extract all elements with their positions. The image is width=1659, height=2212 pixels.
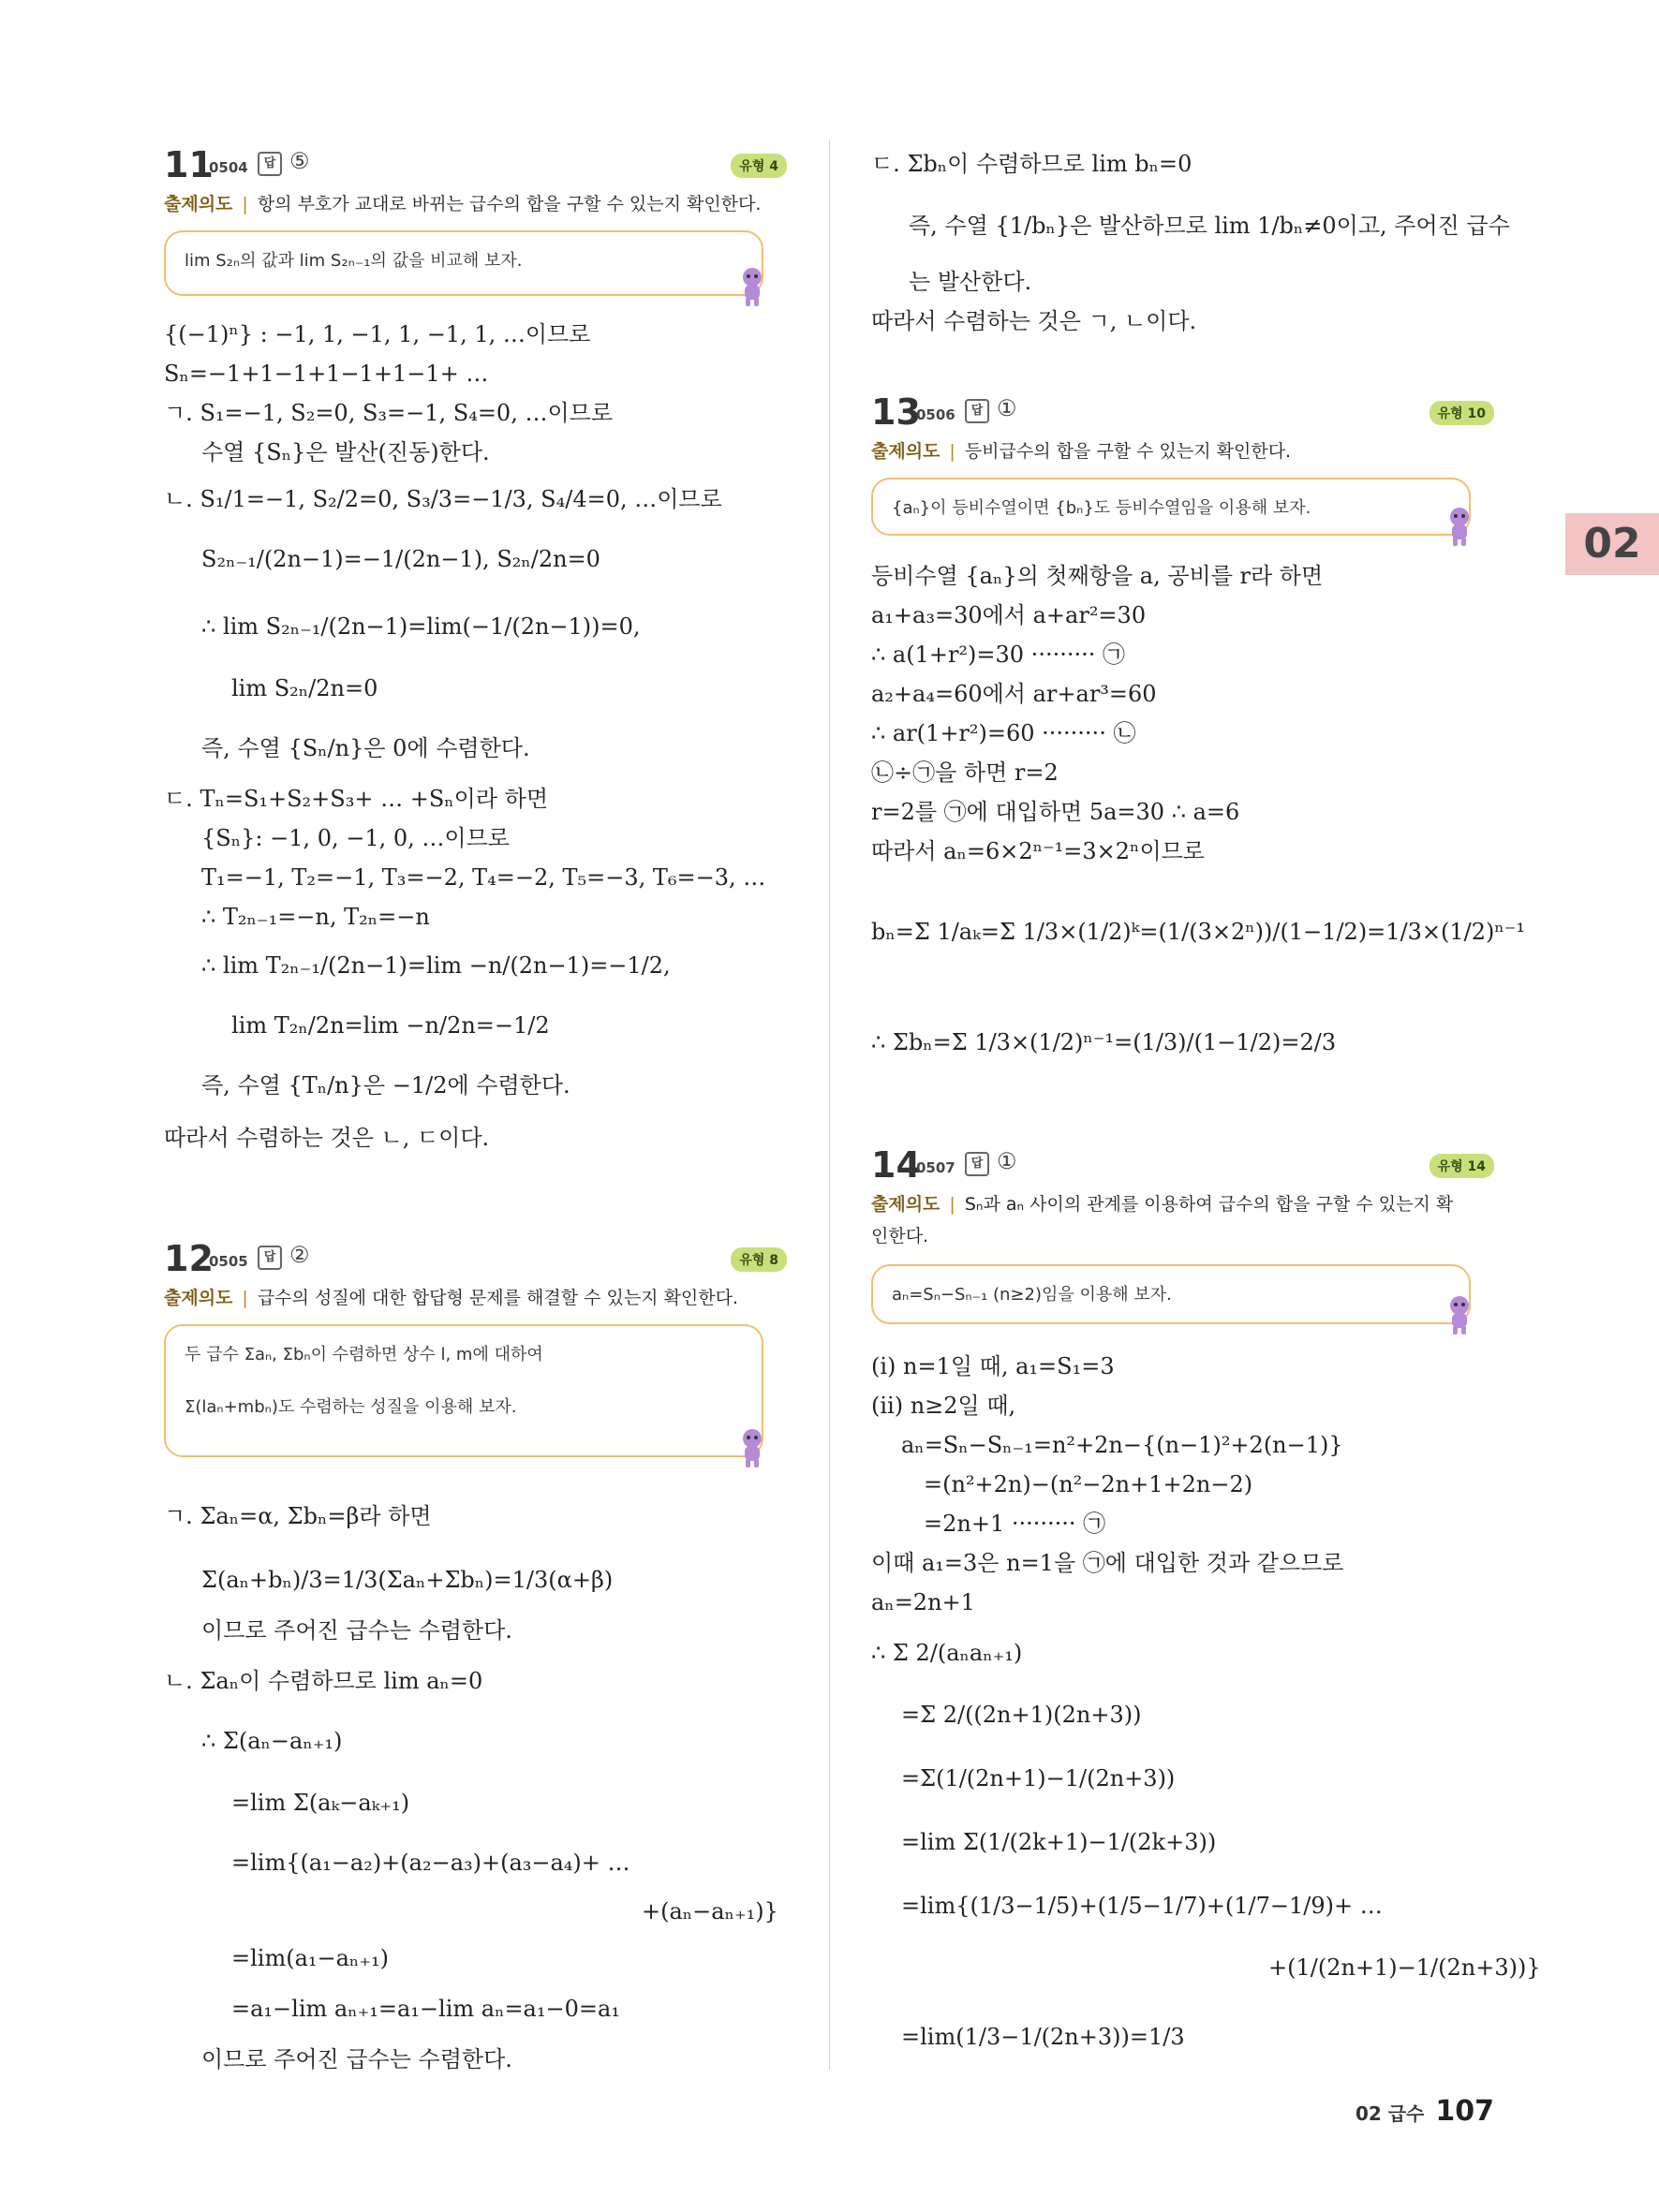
solution-line: +(aₙ−aₙ₊₁)} — [642, 1898, 778, 1924]
type-badge: 유형 4 — [731, 154, 787, 178]
solution-line: =a₁−lim aₙ₊₁=a₁−lim aₙ=a₁−0=a₁ — [231, 1996, 620, 2022]
problem-intent: 출제의도 | 항의 부호가 교대로 바뀌는 급수의 합을 구할 수 있는지 확인한다. — [164, 194, 762, 214]
solution-line: ∴ T₂ₙ₋₁=−n, T₂ₙ=−n — [201, 904, 430, 930]
solution-line: a₂+a₄=60에서 ar+ar³=60 — [871, 681, 1157, 707]
solution-line: 즉, 수열 {Tₙ/n}은 −1/2에 수렴한다. — [201, 1072, 570, 1099]
problem-number: 12 — [164, 1238, 214, 1279]
solution-line: 따라서 aₙ=6×2ⁿ⁻¹=3×2ⁿ이므로 — [871, 838, 1205, 864]
solution-line: ∴ lim S₂ₙ₋₁/(2n−1)=lim(−1/(2n−1))=0, — [201, 613, 641, 640]
problem-intent-continued: 인한다. — [871, 1226, 929, 1246]
problem-code: 0504 — [209, 159, 248, 176]
problem-intent: 출제의도 | 등비급수의 합을 구할 수 있는지 확인한다. — [871, 441, 1292, 462]
mascot-icon — [735, 1427, 769, 1468]
solution-line: (ⅱ) n≥2일 때, — [871, 1393, 1016, 1419]
answer-label: 답 — [258, 1246, 282, 1270]
problem-11-header — [164, 144, 787, 185]
solution-line: 이므로 주어진 급수는 수렴한다. — [201, 1617, 512, 1644]
solution-line: =lim{(a₁−a₂)+(a₂−a₃)+(a₃−a₄)+ … — [231, 1850, 630, 1876]
solution-line: ㄷ. Σbₙ이 수렴하므로 lim bₙ=0 — [871, 151, 1192, 177]
solution-line: =2n+1 ········· ㉠ — [924, 1511, 1106, 1537]
problem-12-header — [164, 1238, 787, 1279]
solution-line: =lim{(1/3−1/5)+(1/5−1/7)+(1/7−1/9)+ … — [901, 1893, 1383, 1919]
answer-value: ① — [997, 1148, 1017, 1174]
type-badge: 유형 14 — [1429, 1154, 1494, 1178]
solution-line: Σ(aₙ+bₙ)/3=1/3(Σaₙ+Σbₙ)=1/3(α+β) — [201, 1567, 614, 1593]
solution-line: =lim Σ(aₖ−aₖ₊₁) — [231, 1790, 410, 1816]
solution-line: lim S₂ₙ/2n=0 — [231, 675, 378, 701]
solution-line: a₁+a₃=30에서 a+ar²=30 — [871, 602, 1147, 628]
answer-label: 답 — [965, 1152, 989, 1176]
answer-value: ① — [997, 395, 1017, 421]
solution-line: 즉, 수열 {Sₙ/n}은 0에 수렴한다. — [201, 735, 530, 761]
solution-line: {(−1)ⁿ} : −1, 1, −1, 1, −1, 1, …이므로 — [164, 321, 591, 347]
answer-value: ② — [289, 1242, 310, 1268]
answer-label: 답 — [258, 152, 282, 176]
problem-code: 0505 — [209, 1253, 248, 1270]
solution-line: 따라서 수렴하는 것은 ㄴ, ㄷ이다. — [164, 1125, 490, 1151]
answer-label: 답 — [965, 399, 989, 423]
solution-line: T₁=−1, T₂=−1, T₃=−2, T₄=−2, T₅=−3, T₆=−3, … — [201, 864, 766, 891]
solution-line: =Σ(1/(2n+1)−1/(2n+3)) — [901, 1765, 1176, 1792]
solution-line: ∴ lim T₂ₙ₋₁/(2n−1)=lim −n/(2n−1)=−1/2, — [201, 952, 671, 979]
solution-line: 는 발산한다. — [909, 269, 1032, 295]
solution-line: (ⅰ) n=1일 때, a₁=S₁=3 — [871, 1353, 1115, 1379]
solution-line: 즉, 수열 {1/bₙ}은 발산하므로 lim 1/bₙ≠0이고, 주어진 급수 — [909, 213, 1510, 239]
solution-line: +(1/(2n+1)−1/(2n+3))} — [1268, 1954, 1541, 1981]
solution-line: 따라서 수렴하는 것은 ㄱ, ㄴ이다. — [871, 308, 1197, 334]
solution-line: bₙ=Σ 1/aₖ=Σ 1/3×(1/2)ᵏ=(1/(3×2ⁿ))/(1−1/2)=1/3×(1/2)ⁿ⁻¹ — [871, 919, 1526, 945]
solution-line: lim T₂ₙ/2n=lim −n/2n=−1/2 — [231, 1012, 550, 1039]
column-divider — [829, 140, 830, 2070]
hint-box: lim S₂ₙ의 값과 lim S₂ₙ₋₁의 값을 비교해 보자. — [164, 230, 763, 296]
solution-line: ㄱ. S₁=−1, S₂=0, S₃=−1, S₄=0, …이므로 — [164, 400, 614, 426]
solution-line: =(n²+2n)−(n²−2n+1+2n−2) — [924, 1471, 1253, 1497]
hint-box: {aₙ}이 등비수열이면 {bₙ}도 등비수열임을 이용해 보자. — [871, 478, 1471, 536]
solution-line: =lim(1/3−1/(2n+3))=1/3 — [901, 2024, 1185, 2050]
problem-code: 0507 — [916, 1159, 955, 1176]
problem-13-header — [871, 391, 1494, 433]
solution-line: aₙ=Sₙ−Sₙ₋₁=n²+2n−{(n−1)²+2(n−1)} — [901, 1432, 1343, 1458]
solution-line: ㄴ. Σaₙ이 수렴하므로 lim aₙ=0 — [164, 1668, 483, 1694]
mascot-icon — [735, 266, 769, 307]
solution-line: r=2를 ㉠에 대입하면 5a=30 ∴ a=6 — [871, 799, 1240, 825]
problem-intent: 출제의도 | 급수의 성질에 대한 합답형 문제를 해결할 수 있는지 확인한다. — [164, 1288, 739, 1308]
solution-line: aₙ=2n+1 — [871, 1589, 975, 1615]
solution-line: Sₙ=−1+1−1+1−1+1−1+ … — [164, 361, 489, 387]
solution-line: ∴ ar(1+r²)=60 ········· ㉡ — [871, 720, 1136, 746]
problem-intent: 출제의도 | Sₙ과 aₙ 사이의 관계를 이용하여 급수의 합을 구할 수 있는지 확 — [871, 1194, 1454, 1215]
page-number: 107 — [1435, 2095, 1494, 2128]
solution-line: ㉡÷㉠을 하면 r=2 — [871, 759, 1059, 786]
problem-number: 11 — [164, 144, 214, 185]
solution-line: =Σ 2/((2n+1)(2n+3)) — [901, 1702, 1142, 1728]
chapter-side-tab: 02 — [1565, 513, 1659, 575]
solution-line: =lim(a₁−aₙ₊₁) — [231, 1945, 389, 1971]
answer-value: ⑤ — [289, 148, 310, 174]
solution-line: 이때 a₁=3은 n=1을 ㉠에 대입한 것과 같으므로 — [871, 1550, 1344, 1576]
chapter-title: 02 급수 — [1355, 2102, 1425, 2125]
page-folio — [1355, 2095, 1494, 2128]
solution-line: ㄱ. Σaₙ=α, Σbₙ=β라 하면 — [164, 1503, 432, 1529]
solution-line: 수열 {Sₙ}은 발산(진동)한다. — [201, 439, 490, 465]
problem-number: 13 — [871, 391, 921, 433]
solution-line: ㄷ. Tₙ=S₁+S₂+S₃+ … +Sₙ이라 하면 — [164, 786, 549, 812]
solution-line: {Sₙ}: −1, 0, −1, 0, …이므로 — [201, 825, 510, 851]
solution-line: ∴ Σbₙ=Σ 1/3×(1/2)ⁿ⁻¹=(1/3)/(1−1/2)=2/3 — [871, 1029, 1337, 1055]
mascot-icon — [1443, 1294, 1476, 1335]
solution-line: ∴ a(1+r²)=30 ········· ㉠ — [871, 641, 1125, 668]
solution-line: =lim Σ(1/(2k+1)−1/(2k+3)) — [901, 1829, 1217, 1855]
solution-line: ∴ Σ(aₙ−aₙ₊₁) — [201, 1728, 343, 1754]
hint-box: aₙ=Sₙ−Sₙ₋₁ (n≥2)임을 이용해 보자. — [871, 1264, 1471, 1324]
solution-line: 등비수열 {aₙ}의 첫째항을 a, 공비를 r라 하면 — [871, 563, 1324, 589]
solution-line: ㄴ. S₁/1=−1, S₂/2=0, S₃/3=−1/3, S₄/4=0, …이므로 — [164, 486, 722, 512]
solution-line: ∴ Σ 2/(aₙaₙ₊₁) — [871, 1640, 1023, 1666]
hint-box: 두 급수 Σaₙ, Σbₙ이 수렴하면 상수 l, m에 대하여 Σ(laₙ+mbₙ)도 수렴하는 성질을 이용해 보자. — [164, 1324, 763, 1457]
problem-number: 14 — [871, 1144, 921, 1186]
solution-line: S₂ₙ₋₁/(2n−1)=−1/(2n−1), S₂ₙ/2n=0 — [201, 546, 600, 572]
problem-14-header — [871, 1144, 1494, 1186]
solution-line: 이므로 주어진 급수는 수렴한다. — [201, 2046, 512, 2072]
type-badge: 유형 8 — [731, 1247, 787, 1272]
problem-code: 0506 — [916, 406, 955, 423]
mascot-icon — [1443, 506, 1476, 547]
type-badge: 유형 10 — [1429, 401, 1494, 425]
